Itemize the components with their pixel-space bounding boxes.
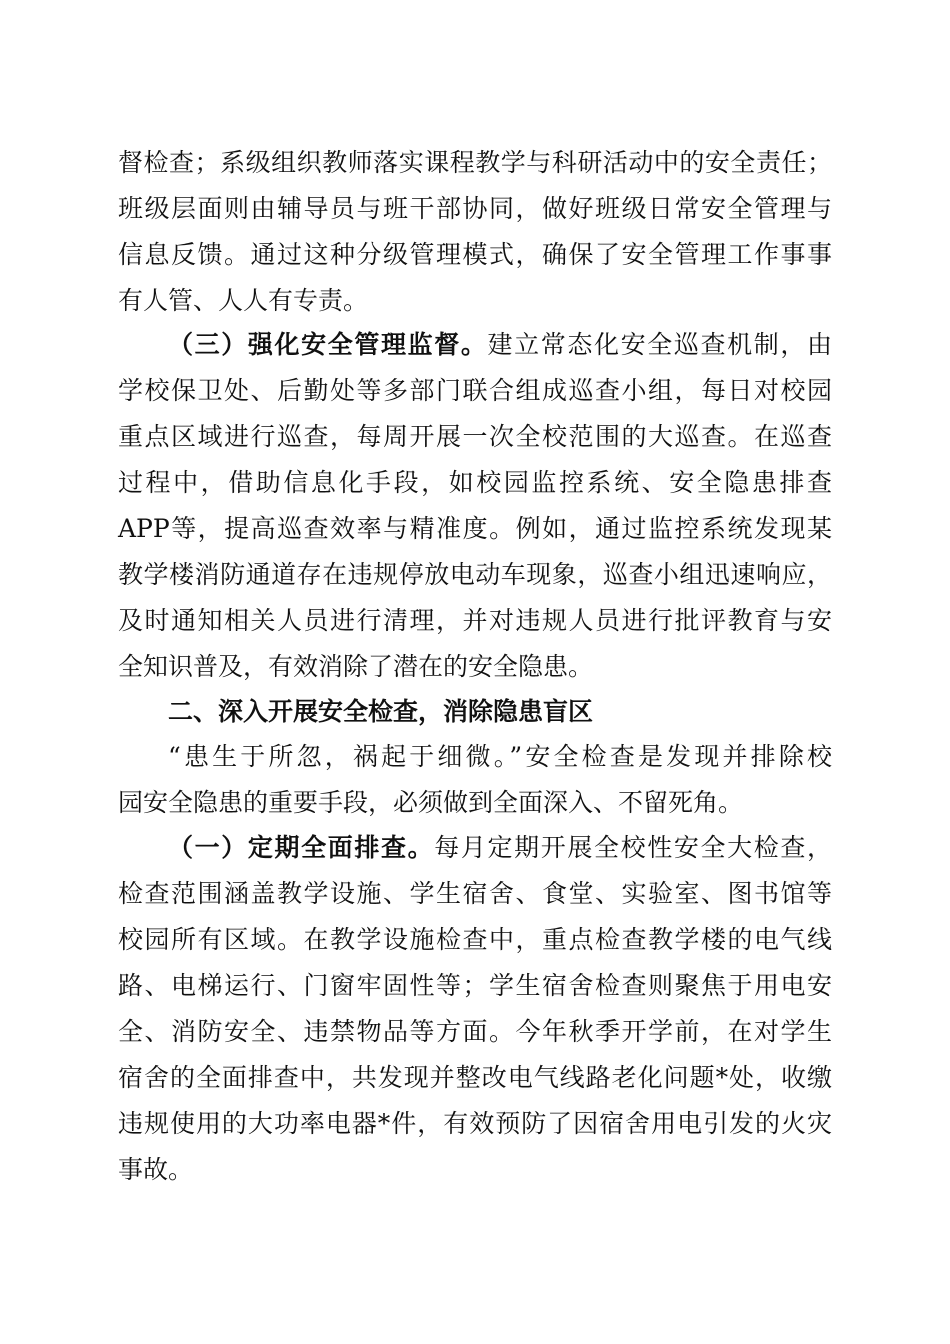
paragraph-line: 督检查；系级组织教师落实课程教学与科研活动中的安全责任； xyxy=(118,148,832,177)
paragraph-line: 教学楼消防通道存在违规停放电动车现象，巡查小组迅速响应， xyxy=(118,560,832,589)
paragraph-line: 全知识普及，有效消除了潜在的安全隐患。 xyxy=(118,652,594,681)
paragraph-line: 园安全隐患的重要手段，必须做到全面深入、不留死角。 xyxy=(118,788,744,817)
subsection-text: 建立常态化安全巡查机制，由 xyxy=(487,330,832,359)
paragraph-line: 全、消防安全、违禁物品等方面。今年秋季开学前，在对学生 xyxy=(118,1017,832,1046)
paragraph-line: 班级层面则由辅导员与班干部协同，做好班级日常安全管理与 xyxy=(118,194,832,223)
paragraph-line: 事故。 xyxy=(118,1155,194,1184)
paragraph-line: 校园所有区域。在教学设施检查中，重点检查教学楼的电气线 xyxy=(118,925,832,954)
paragraph-line: 路、电梯运行、门窗牢固性等；学生宿舍检查则聚焦于用电安 xyxy=(118,971,832,1000)
paragraph-line: 重点区域进行巡查，每周开展一次全校范围的大巡查。在巡查 xyxy=(118,422,832,451)
paragraph-line: 有人管、人人有专责。 xyxy=(118,286,369,315)
subsection-line xyxy=(168,329,832,361)
section-heading: 二、深入开展安全检查，消除隐患盲区 xyxy=(168,697,594,726)
paragraph-line: 学校保卫处、后勤处等多部门联合组成巡查小组，每日对校园 xyxy=(118,376,832,405)
paragraph-line: 检查范围涵盖教学设施、学生宿舍、食堂、实验室、图书馆等 xyxy=(118,879,832,908)
subsection-title: （一）定期全面排查。 xyxy=(168,833,435,862)
paragraph-line: 过程中，借助信息化手段，如校园监控系统、安全隐患排查 xyxy=(118,468,832,497)
paragraph-line: 违规使用的大功率电器*件，有效预防了因宿舍用电引发的火灾 xyxy=(118,1109,832,1138)
paragraph-line: 信息反馈。通过这种分级管理模式，确保了安全管理工作事事 xyxy=(118,240,832,269)
subsection-title: （三）强化安全管理监督。 xyxy=(168,330,488,359)
subsection-text: 每月定期开展全校性安全大检查， xyxy=(434,833,832,862)
paragraph-line: “患生于所忽，祸起于细微。”安全检查是发现并排除校 xyxy=(168,742,832,771)
paragraph-line: 宿舍的全面排查中，共发现并整改电气线路老化问题*处，收缴 xyxy=(118,1063,832,1092)
paragraph-line: APP等，提高巡查效率与精准度。例如，通过监控系统发现某 xyxy=(118,514,832,543)
paragraph-line: 及时通知相关人员进行清理，并对违规人员进行批评教育与安 xyxy=(118,606,832,635)
subsection-line xyxy=(168,832,832,864)
